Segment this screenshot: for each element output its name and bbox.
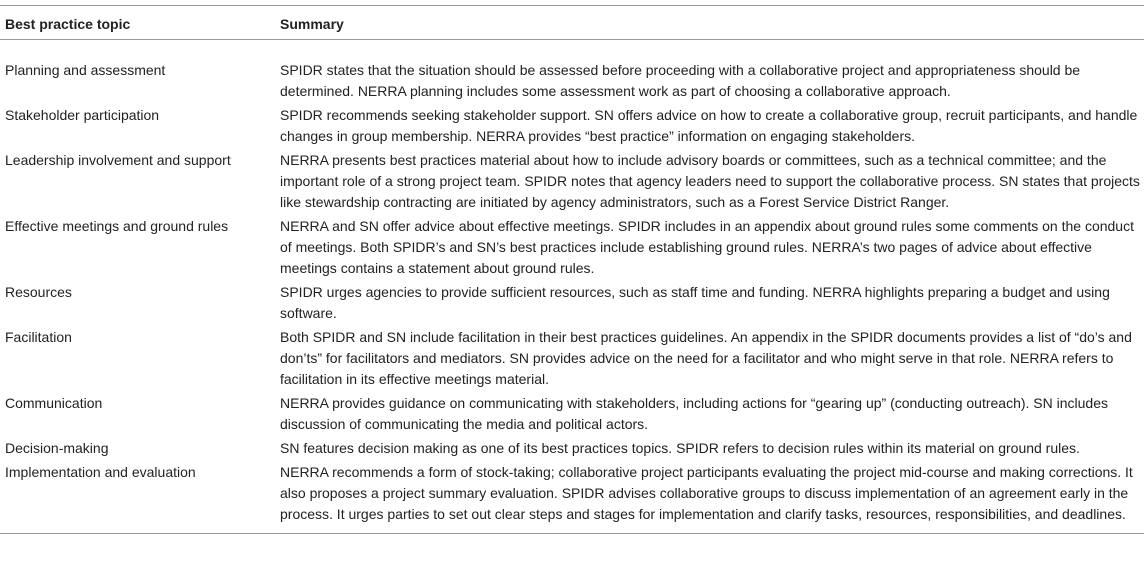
summary-cell: SPIDR recommends seeking stakeholder support. SN offers advice on how to create a collaborative group, recruit participants, and handle changes in group membership. NERRA provides “best practice” information on engaging stakeholders. bbox=[280, 107, 1138, 144]
topic-cell: Stakeholder participation bbox=[5, 107, 160, 123]
table-row bbox=[0, 281, 1144, 326]
topic-cell: Leadership involvement and support bbox=[5, 152, 231, 168]
topic-cell: Planning and assessment bbox=[5, 62, 166, 78]
table-row bbox=[0, 326, 1144, 392]
topic-cell: Resources bbox=[5, 284, 72, 300]
summary-cell: NERRA and SN offer advice about effective meetings. SPIDR includes in an appendix about ground rules some comments on the conduct of meetings. Both SPIDR’s and SN’s best practices include establishing ground rules. NERRA’s two pages of advice about effective meetings contains a statement about ground rules. bbox=[280, 218, 1134, 276]
topic-cell: Effective meetings and ground rules bbox=[5, 218, 229, 234]
topic-cell: Decision-making bbox=[5, 440, 109, 456]
table-row bbox=[0, 149, 1144, 215]
summary-cell: NERRA recommends a form of stock-taking; collaborative project participants evaluating the project mid-course and making corrections. It also proposes a project summary evaluation. SPIDR advises collaborative groups to discuss implementation of an agreement early in the process. It urges parties to set out clear steps and stages for implementation and clarify tasks, resources, responsibilities, and deadlines. bbox=[280, 464, 1133, 522]
table-row bbox=[0, 104, 1144, 149]
table-row bbox=[0, 392, 1144, 437]
summary-cell: SN features decision making as one of its best practices topics. SPIDR refers to decision rules within its material on ground rules. bbox=[280, 440, 1080, 456]
header-row bbox=[0, 6, 1144, 40]
topic-cell: Communication bbox=[5, 395, 103, 411]
header-best-practice-topic: Best practice topic bbox=[5, 16, 131, 32]
best-practices-table bbox=[0, 5, 1144, 534]
table-header bbox=[0, 6, 1144, 40]
topic-cell: Facilitation bbox=[5, 329, 72, 345]
header-summary: Summary bbox=[280, 16, 344, 32]
summary-cell: SPIDR urges agencies to provide sufficient resources, such as staff time and funding. NERRA highlights preparing a budget and using software. bbox=[280, 284, 1110, 321]
summary-cell: NERRA provides guidance on communicating with stakeholders, including actions for “gearing up” (conducting outreach). SN includes discussion of communicating the media and political actors. bbox=[280, 395, 1108, 432]
table-row bbox=[0, 40, 1144, 105]
summary-cell: Both SPIDR and SN include facilitation in their best practices guidelines. An appendix in the SPIDR documents provides a list of “do’s and don’ts” for facilitators and mediators. SN provides advice on the need for a facilitator and who might serve in that role. NERRA refers to facilitation in its effective meetings material. bbox=[280, 329, 1132, 387]
summary-cell: SPIDR states that the situation should be assessed before proceeding with a collaborative project and appropriateness should be determined. NERRA planning includes some assessment work as part of choosing a collaborative approach. bbox=[280, 62, 1081, 99]
table-body bbox=[0, 40, 1144, 534]
summary-cell: NERRA presents best practices material about how to include advisory boards or committees, such as a technical committee; and the important role of a strong project team. SPIDR notes that agency leaders need to support the collaborative process. SN states that projects like stewardship contracting are initiated by agency administrators, such as a Forest Service District Ranger. bbox=[280, 152, 1140, 210]
table-row bbox=[0, 215, 1144, 281]
table-row bbox=[0, 461, 1144, 534]
table-row bbox=[0, 437, 1144, 461]
topic-cell: Implementation and evaluation bbox=[5, 464, 196, 480]
